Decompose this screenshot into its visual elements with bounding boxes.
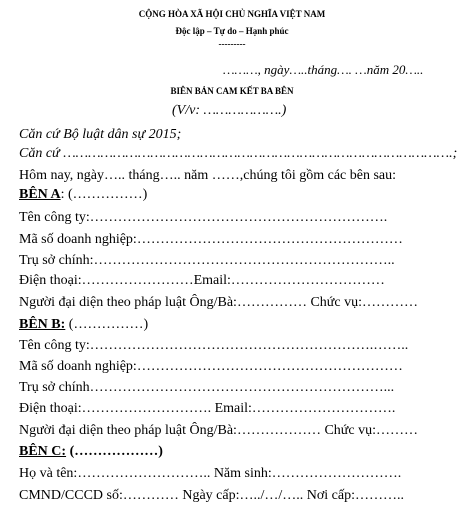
party-a-tax-code: Mã số doanh nghiệp:………………………………………………… [19, 232, 403, 247]
national-title: CỘNG HÒA XÃ HỘI CHỦ NGHĨA VIỆT NAM [138, 9, 326, 19]
header-divider: --------- [218, 39, 246, 49]
date-line: ………, ngày…..tháng…. …năm 20….. [223, 62, 424, 77]
party-b-label: BÊN B: [19, 317, 66, 332]
party-b-phone-email: Điện thoại:………………………. Email:…………………………. [19, 401, 396, 416]
party-a-heading-rest: : (……………) [60, 187, 148, 202]
legal-basis-2: Căn cứ ………………………………………………………………………………….; [19, 146, 458, 161]
document-subject: (V/v: ……………….) [172, 103, 287, 118]
party-c-heading-rest: (………………) [66, 444, 163, 459]
legal-basis-1: Căn cứ Bộ luật dân sự 2015; [19, 127, 182, 142]
party-a-heading [19, 186, 147, 204]
party-a-phone-email: Điện thoại:……………………Email:…………………………… [19, 273, 385, 288]
party-c-heading [19, 443, 163, 461]
party-a-company: Tên công ty:………………………………………………………. [19, 210, 388, 225]
party-b-address: Trụ sở chính………………………………………………………... [19, 380, 395, 395]
party-c-full-name: Họ và tên:……………………….. Năm sinh:………………………. [19, 466, 402, 481]
party-b-tax-code: Mã số doanh nghiệp:………………………………………………… [19, 359, 403, 374]
party-c-label: BÊN C: [19, 444, 67, 459]
party-b-heading-rest: (……………) [65, 317, 149, 332]
meeting-date-line: Hôm nay, ngày….. tháng….. năm ……,chúng tôi gồm các bên sau: [19, 168, 397, 183]
party-c-id-card: CMND/CCCD số:………… Ngày cấp:…../…/….. Nơi cấp:……….. [19, 488, 404, 503]
party-b-company: Tên công ty:…………………………………………………….…….. [19, 338, 409, 353]
party-a-label: BÊN A [19, 187, 61, 202]
document-title: BIÊN BẢN CAM KẾT BA BÊN [170, 86, 294, 96]
party-a-representative: Người đại diện theo pháp luật Ông/Bà:…………… Chức vụ:………… [19, 295, 418, 310]
party-b-representative: Người đại diện theo pháp luật Ông/Bà:……………… Chức vụ:……… [19, 423, 418, 438]
national-motto: Độc lập – Tự do – Hạnh phúc [175, 26, 289, 36]
party-b-heading [19, 316, 148, 334]
party-a-address: Trụ sở chính:……………………………………………………….. [19, 253, 395, 268]
